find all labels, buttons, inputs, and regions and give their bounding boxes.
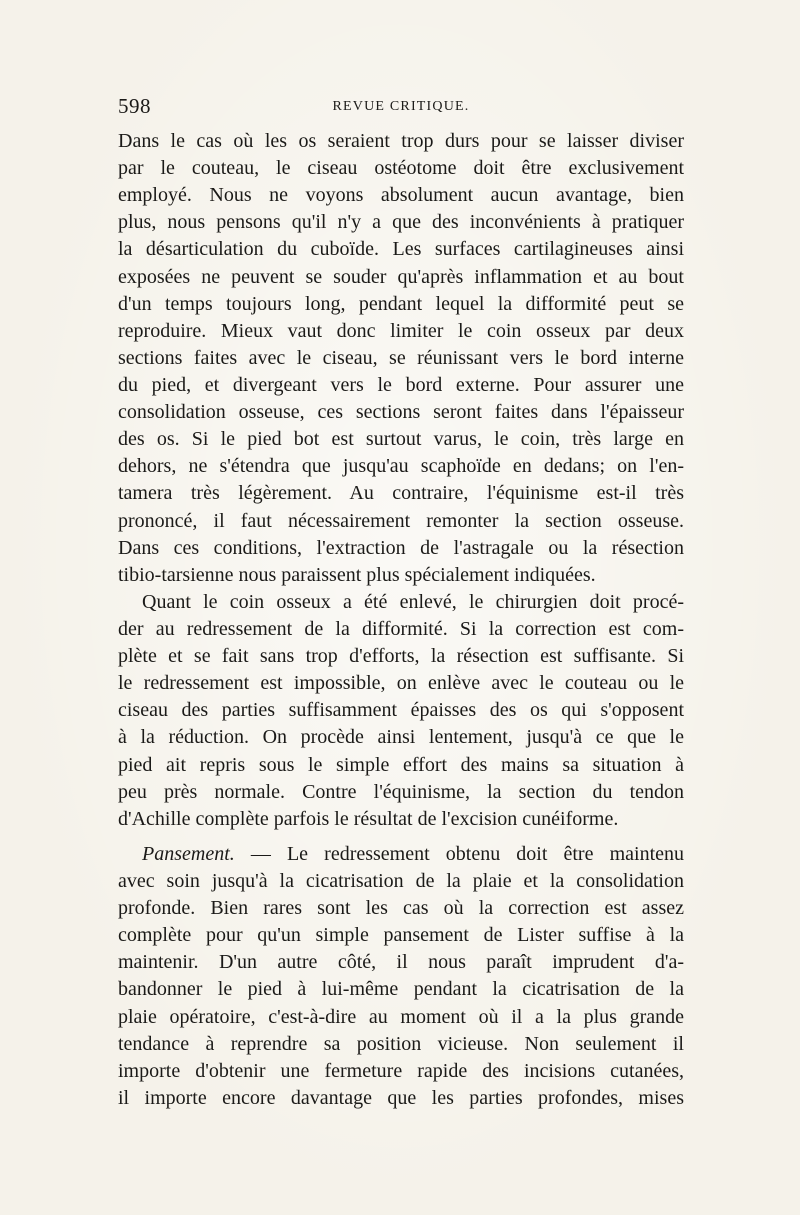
text-line: Dans ces conditions, l'extraction de l'astragale ou la résection [118,536,684,559]
text-line: d'Achille complète parfois le résultat de l'excision cunéiforme. [118,807,619,830]
running-title: REVUE CRITIQUE. [332,99,470,114]
text-line: der au redressement de la difformité. Si la correction est com- [118,617,684,640]
text-line: prononcé, il faut nécessairement remonter la section osseuse. [118,509,684,532]
text-line: à la réduction. On procède ainsi lentement, jusqu'à ce que le [118,726,684,749]
text-line: il importe encore davantage que les parties profondes, mises [118,1086,684,1109]
text-line: maintenir. D'un autre côté, il nous paraît imprudent d'a- [118,951,684,974]
body-text [118,128,684,1112]
text-line: tendance à reprendre sa position vicieuse. Non seulement il [118,1032,684,1055]
text-line: bandonner le pied à lui-même pendant la cicatrisation de la [118,978,684,1001]
text-line: tibio-tarsienne nous paraissent plus spécialement indiquées. [118,563,596,586]
text-line: la désarticulation du cuboïde. Les surfaces cartilagineuses ainsi [118,238,684,261]
text-line-with-heading [118,841,684,868]
text-line: du pied, et divergeant vers le bord externe. Pour assurer une [118,373,684,396]
text-line: importe d'obtenir une fermeture rapide des incisions cutanées, [118,1059,684,1082]
text-line: consolidation osseuse, ces sections seront faites dans l'épaisseur [118,401,684,424]
text-line: complète pour qu'un simple pansement de Lister suffise à la [118,924,684,947]
text-line: avec soin jusqu'à la cicatrisation de la plaie et la consolidation [118,869,684,892]
text-line: plus, nous pensons qu'il n'y a que des inconvénients à pratiquer [118,211,684,234]
text-line: dehors, ne s'étendra que jusqu'au scaphoïde en dedans; on l'en- [118,455,684,478]
paragraph-3 [118,841,684,1112]
text-line-rest: — Le redressement obtenu doit être maintenu [234,842,684,865]
text-line: pied ait repris sous le simple effort des mains sa situation à [118,753,684,776]
text-line: tamera très légèrement. Au contraire, l'équinisme est-il très [118,482,684,505]
text-line: exposées ne peuvent se souder qu'après inflammation et au bout [118,265,684,288]
text-line: Dans le cas où les os seraient trop durs pour se laisser diviser [118,130,684,152]
text-line: sections faites avec le ciseau, se réunissant vers le bord interne [118,346,684,369]
text-line: par le couteau, le ciseau ostéotome doit être exclusivement [118,157,684,180]
text-line: Quant le coin osseux a été enlevé, le chirurgien doit procé- [142,590,684,613]
text-line: reproduire. Mieux vaut donc limiter le coin osseux par deux [118,319,684,342]
paragraph-1 [118,128,684,589]
text-line: des os. Si le pied bot est surtout varus, le coin, très large en [118,428,684,451]
paragraph-2 [118,589,684,833]
text-line: d'un temps toujours long, pendant lequel la difformité peut se [118,292,684,315]
text-line: profonde. Bien rares sont les cas où la correction est assez [118,897,684,920]
section-heading-pansement: Pansement. [142,842,235,865]
page-header [118,94,684,122]
text-line: employé. Nous ne voyons absolument aucun avantage, bien [118,184,684,207]
text-line: plète et se fait sans trop d'efforts, la résection est suffisante. Si [118,645,684,668]
text-line: plaie opératoire, c'est-à-dire au moment où il a la plus grande [118,1005,684,1028]
text-line: ciseau des parties suffisamment épaisses des os qui s'opposent [118,699,684,722]
page-number: 598 [118,94,151,118]
text-line: peu près normale. Contre l'équinisme, la section du tendon [118,780,684,803]
text-line: le redressement est impossible, on enlève avec le couteau ou le [118,672,684,695]
